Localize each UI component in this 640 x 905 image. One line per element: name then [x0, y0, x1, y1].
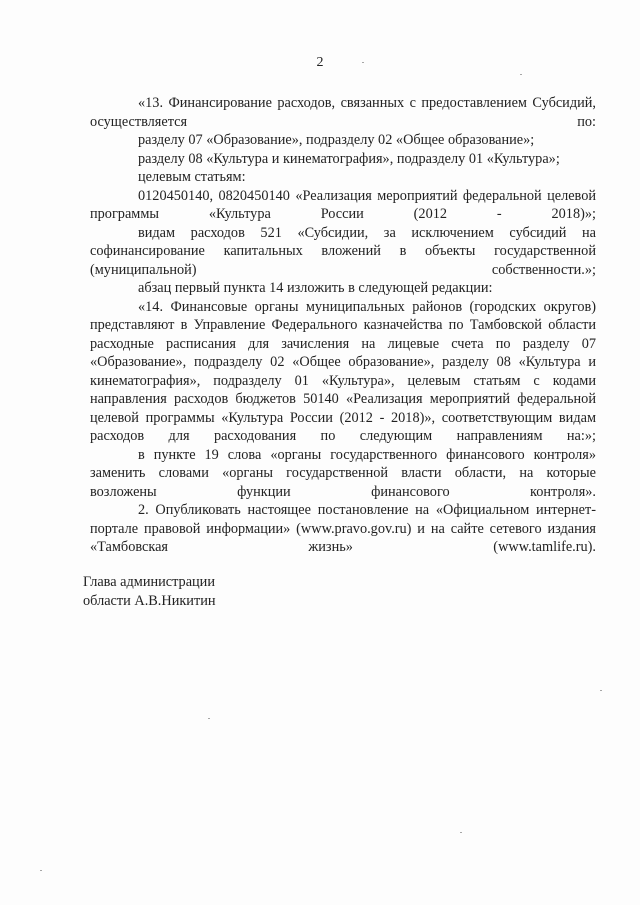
paragraph-item-14-intro: абзац первый пункта 14 изложить в следующей редакции: [138, 280, 493, 296]
paragraph-article-codes: 0120450140, 0820450140 «Реализация мероприятий федеральной целевой программы «Культура России (2012 - 2018)»; [90, 187, 596, 222]
paragraph-item-19: в пункте 19 слова «органы государственного финансового контроля» заменить словами «органы государственной власти области, на которые возложены функции финансового контроля». [90, 446, 596, 500]
paragraph-13-financing: «13. Финансирование расходов, связанных с предоставлением Субсидий, осуществляется по: [90, 95, 596, 130]
signature-block [83, 573, 216, 610]
signature-name: области А.В.Никитин [83, 592, 216, 609]
paragraph-14-financial-bodies: «14. Финансовые органы муниципальных районов (городских округов) представляют в Управление Федерального казначейства по Тамбовской области расходные расписания для зачисления на лицевые счета по разделу 07 «Образование», подразделу 02 «Общее образование», разделу 08 «Культура и кинематография», подразделу 01 «Культура», целевым статьям с кодами направления расходов бюджетов 50140 «Реализация мероприятий федеральной целевой программы «Культура России (2012 - 2018)», соответствующим видам расходов для расходования по следующим направлениям на:»; [90, 298, 596, 444]
scan-speck [460, 832, 462, 833]
scan-speck [600, 690, 602, 691]
page-number: 2 [316, 55, 324, 70]
scan-speck [362, 62, 364, 63]
paragraph-section-07: разделу 07 «Образование», подразделу 02 «Общее образование»; [138, 132, 535, 148]
paragraph-target-articles: целевым статьям: [138, 169, 246, 185]
scan-speck [208, 718, 210, 719]
scan-speck [520, 74, 522, 75]
paragraph-expense-types: видам расходов 521 «Субсидии, за исключением субсидий на софинансирование капитальных вложений в объекты государственной (муниципальной) собственности.»; [90, 224, 596, 278]
paragraph-section-08: разделу 08 «Культура и кинематография», подразделу 01 «Культура»; [138, 150, 560, 167]
signature-title: Глава администрации [83, 574, 215, 590]
document-body [90, 94, 596, 557]
scan-speck [40, 870, 42, 871]
paragraph-publication: 2. Опубликовать настоящее постановление на «Официальном интернет-портале правовой информации» (www.pravo.gov.ru) и на сайте сетевого издания «Тамбовская жизнь» (www.tamlife.ru). [90, 502, 596, 555]
